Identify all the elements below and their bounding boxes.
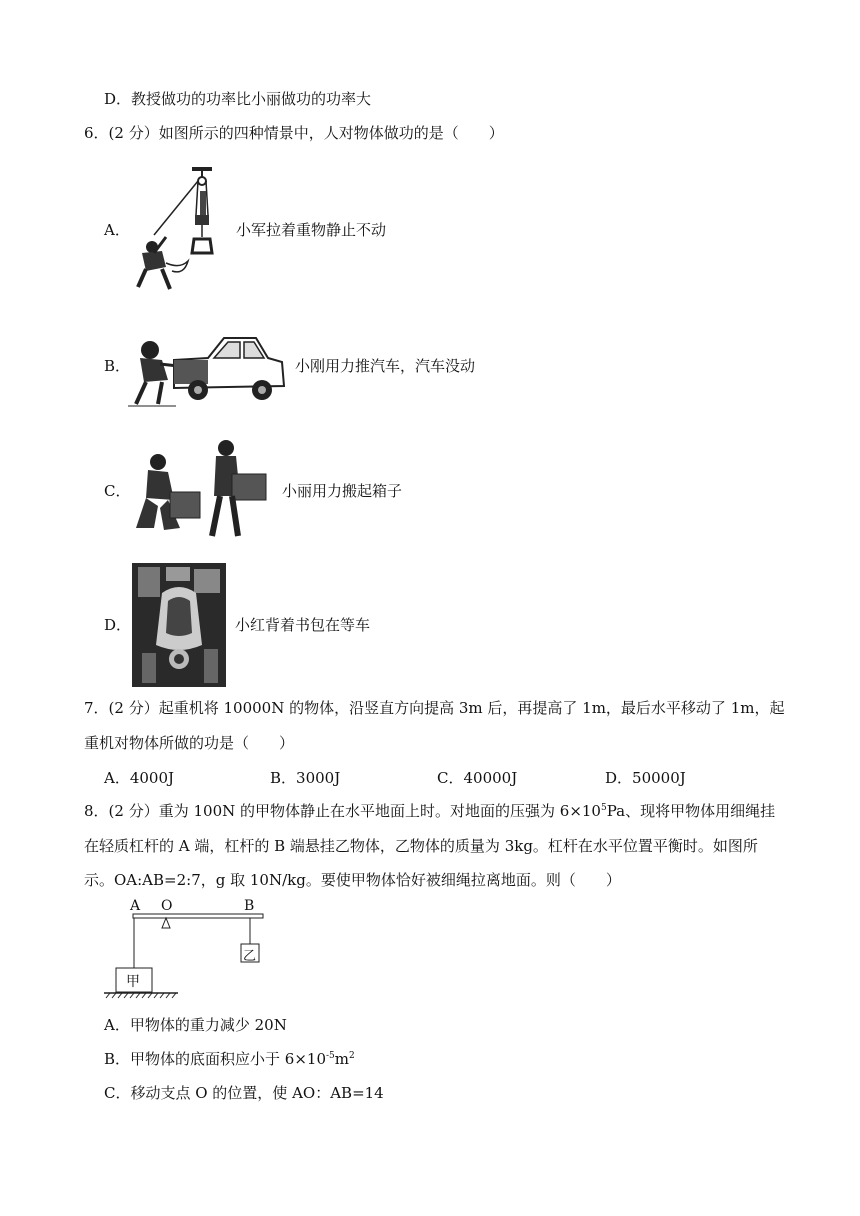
q6-option-c-caption: 小丽用力搬起箱子 xyxy=(282,482,403,500)
q8-stem-line2: 在轻质杠杆的 A 端，杠杆的 B 端悬挂乙物体，乙物体的质量为 3kg。杠杆在水平位置平衡时。如图所 xyxy=(84,837,758,855)
rope-pull-illustration xyxy=(132,165,222,293)
q6-stem: 6．(2 分）如图所示的四种情景中，人对物体做功的是（ ） xyxy=(84,124,504,142)
q8-option-c: C．移动支点 O 的位置，使 AO：AB=14 xyxy=(104,1084,384,1102)
lever-label-o: O xyxy=(161,898,173,914)
lever-label-a: A xyxy=(130,898,141,914)
q6-option-b-label: B． xyxy=(104,357,131,375)
q6-option-c-label: C． xyxy=(104,482,131,500)
q6-option-d-caption: 小红背着书包在等车 xyxy=(235,616,371,634)
q5-option-d: D．教授做功的功率比小丽做功的功率大 xyxy=(104,90,372,108)
q8-option-b-post: m xyxy=(334,1050,350,1068)
q7-stem-line1: 7．(2 分）起重机将 10000N 的物体，沿竖直方向提高 3m 后，再提高了 1m，最后水平移动了 1m，起 xyxy=(84,699,785,717)
box-jia-label: 甲 xyxy=(126,974,140,990)
q8-option-b-sup2: 2 xyxy=(349,1051,355,1061)
q6-option-b-caption: 小刚用力推汽车，汽车没动 xyxy=(295,357,476,375)
q6-option-a-caption: 小军拉着重物静止不动 xyxy=(236,221,387,239)
q8-stem-line1-sup: 5 xyxy=(600,803,607,813)
car-push-illustration xyxy=(128,330,288,410)
q8-stem-line1-b: Pa、现将甲物体用细绳挂 xyxy=(606,802,776,820)
q8-option-b-pre: B．甲物体的底面积应小于 6×10 xyxy=(104,1050,326,1068)
backpack-wait-illustration xyxy=(132,563,226,687)
q7-option-d: D．50000J xyxy=(605,769,686,787)
box-yi-label: 乙 xyxy=(243,949,257,964)
q8-option-b xyxy=(104,1048,355,1069)
q8-option-b-sup: -5 xyxy=(326,1051,335,1061)
lever-diagram xyxy=(100,896,280,1000)
q8-stem-line3: 示。OA:AB=2:7，g 取 10N/kg。要使甲物体恰好被细绳拉离地面。则（ ） xyxy=(84,871,621,889)
q7-option-a: A．4000J xyxy=(104,769,175,787)
q8-option-a: A．甲物体的重力减少 20N xyxy=(104,1016,287,1034)
q8-stem-line1-a: 8．(2 分）重为 100N 的甲物体静止在水平地面上时。对地面的压强为 6×10 xyxy=(84,802,601,820)
box-lift-illustration xyxy=(128,436,274,542)
q7-stem-line2: 重机对物体所做的功是（ ） xyxy=(84,734,295,752)
q6-option-a-label: A． xyxy=(104,221,130,239)
q8-stem-line1 xyxy=(84,800,775,821)
q6-option-d-label: D． xyxy=(104,616,132,634)
lever-label-b: B xyxy=(244,898,255,914)
q7-option-b: B．3000J xyxy=(270,769,341,787)
q7-option-c: C．40000J xyxy=(437,769,518,787)
